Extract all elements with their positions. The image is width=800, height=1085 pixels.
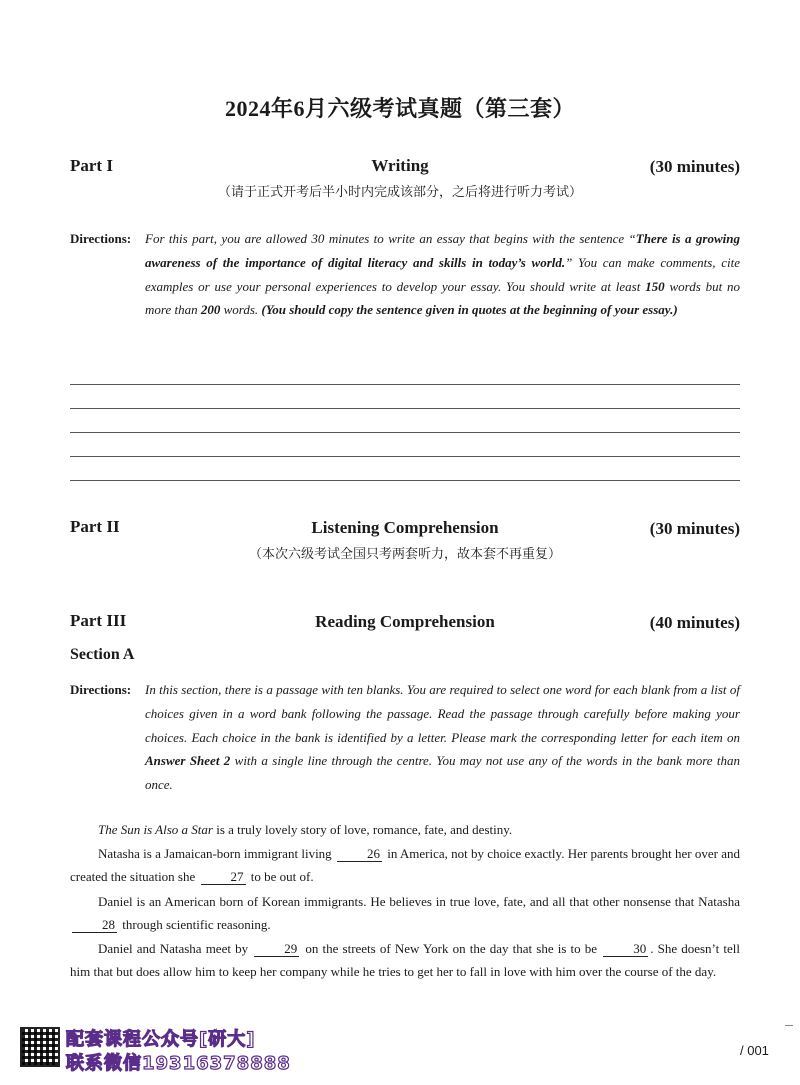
reading-passage [70, 818, 740, 984]
part-1-directions: For this part, you are allowed 30 minutes to write an essay that begins with the sentence “There is a growing awareness of the importance of digital literacy and skills in today’s world.” You can make comments, cite examples or use your personal experiences to develop your essay. You should write at least 150 words but no more than 200 words. (You should copy the sentence given in quotes at the beginning of your essay.) [145, 231, 740, 318]
blank-30: 30 [603, 941, 648, 957]
blank-27: 27 [201, 869, 246, 885]
part-1-label: Part I [70, 156, 113, 175]
part-3-time: (40 minutes) [649, 613, 740, 632]
part-2-note: （本次六级考试全国只考两套听力，故本套不再重复） [248, 546, 561, 561]
blank-28: 28 [72, 917, 117, 933]
part-1-title: Writing [371, 156, 429, 175]
passage-paragraph: Natasha is a Jamaican-born immigrant living 26 in America, not by choice exactly. Her parents brought her over and created the situation she 27 to be out of. [70, 846, 740, 885]
passage-paragraph: The Sun is Also a Star is a truly lovely story of love, romance, fate, and destiny. [98, 822, 513, 837]
writing-line [70, 384, 740, 385]
scan-mark [785, 1025, 793, 1026]
part-2-label: Part II [70, 517, 120, 536]
part-3-directions-label: Directions: [70, 682, 132, 697]
qr-code-icon [20, 1027, 60, 1067]
blank-29: 29 [254, 941, 299, 957]
passage-paragraph: Daniel is an American born of Korean immigrants. He believes in true love, fate, and all that other nonsense that Natasha 28 through scientific reasoning. [70, 890, 740, 936]
part-3-title: Reading Comprehension [315, 612, 495, 631]
part-3-directions: In this section, there is a passage with ten blanks. You are required to select one word for each blank from a list of choices given in a word bank following the passage. Read the passage through carefully before making your choices. Each choice in the bank is identified by a letter. Please mark the corresponding letter for each item on Answer Sheet 2 with a single line through the centre. You may not use any of the words in the bank more than once. [145, 682, 741, 793]
passage-paragraph: Daniel and Natasha meet by 29 on the streets of New York on the day that she is to be 30 . She doesn’t tell him that but does allow him to keep her company while he tries to get her to fall in love with him over the course of the day. [70, 941, 740, 980]
part-1-note: （请于正式开考后半小时内完成该部分，之后将进行听力考试） [217, 184, 582, 199]
page-number: / 001 [740, 1043, 769, 1058]
watermark-line-1: 配套课程公众号[研大] [66, 1029, 256, 1050]
part-1-time: (30 minutes) [649, 157, 740, 176]
document-title: 2024年6月六级考试真题（第三套） [224, 96, 575, 121]
watermark-line-2: 联系微信19316378888 [66, 1053, 291, 1074]
writing-line [70, 480, 740, 481]
part-1-directions-label: Directions: [70, 231, 132, 246]
part-2-title: Listening Comprehension [311, 518, 499, 537]
writing-line [70, 408, 740, 409]
section-a-label: Section A [70, 646, 135, 663]
part-2-time: (30 minutes) [649, 519, 740, 538]
blank-26: 26 [337, 846, 382, 862]
writing-line [70, 456, 740, 457]
writing-line [70, 432, 740, 433]
part-3-label: Part III [70, 611, 127, 630]
